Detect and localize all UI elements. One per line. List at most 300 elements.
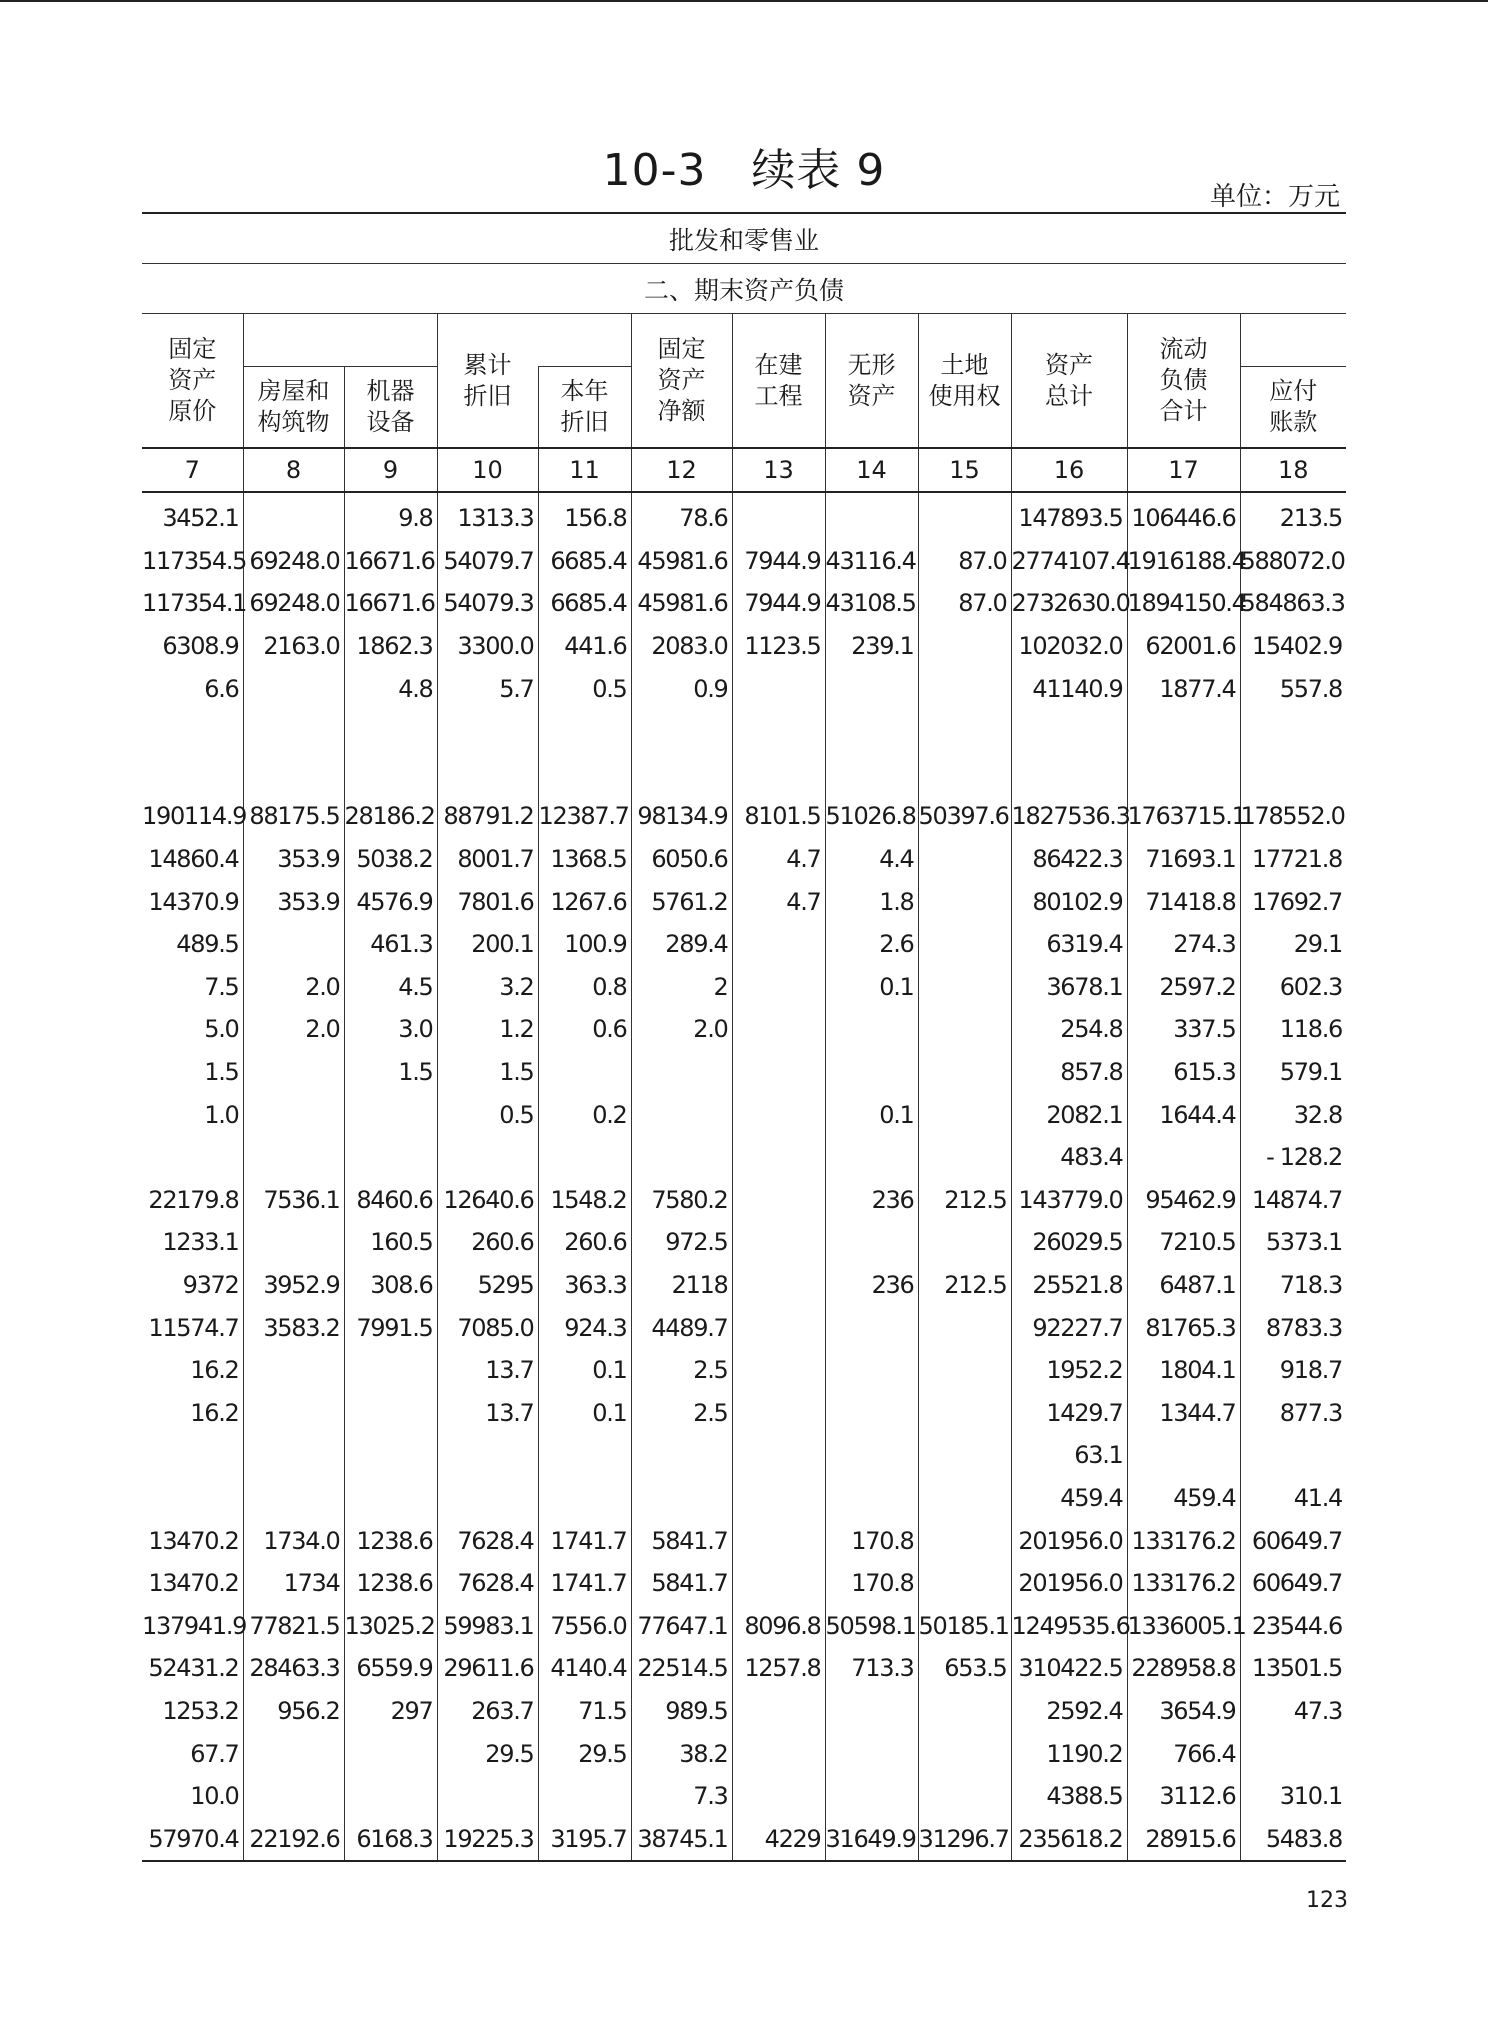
table-cell: 1548.2 <box>538 1179 631 1222</box>
table-cell <box>732 1264 825 1307</box>
table-cell: 5483.8 <box>1240 1817 1346 1861</box>
table-cell: 19225.3 <box>437 1817 538 1861</box>
table-cell: 16.2 <box>190 1398 239 1427</box>
table-cell: 3.2 <box>437 966 538 1009</box>
table-cell: 28915.6 <box>1127 1817 1240 1861</box>
table-row <box>142 1051 1346 1094</box>
table-cell <box>538 1136 631 1179</box>
table-cell: 2.5 <box>631 1391 732 1434</box>
table-row <box>142 1306 1346 1349</box>
table-cell: 337.5 <box>1127 1008 1240 1051</box>
table-cell: 6685.4 <box>538 540 631 583</box>
table-cell <box>243 667 344 710</box>
table-cell: 459.4 <box>1127 1477 1240 1520</box>
table-row <box>142 838 1346 881</box>
table-cell <box>825 667 918 710</box>
table-cell: 989.5 <box>631 1690 732 1733</box>
table-cell <box>732 1179 825 1222</box>
table-cell <box>732 1093 825 1136</box>
table-cell: 7944.9 <box>732 540 825 583</box>
table-cell: 2774107.4 <box>1011 540 1127 583</box>
table-cell: 88791.2 <box>437 795 538 838</box>
table-cell <box>918 1775 1011 1818</box>
table-cell: 1741.7 <box>538 1562 631 1605</box>
table-cell: 353.9 <box>243 838 344 881</box>
table-cell: 4.4 <box>825 838 918 881</box>
table-cell: 10.0 <box>190 1782 239 1811</box>
table-cell <box>631 1093 732 1136</box>
table-cell: 4576.9 <box>344 880 437 923</box>
table-cell: 1238.6 <box>344 1519 437 1562</box>
table-cell: 143779.0 <box>1011 1179 1127 1222</box>
table-cell: 22514.5 <box>631 1647 732 1690</box>
table-cell: 4229 <box>732 1817 825 1861</box>
table-cell: 310.1 <box>1240 1775 1346 1818</box>
col-number: 12 <box>631 448 732 492</box>
table-cell: 1916188.4 <box>1127 540 1240 583</box>
table-cell: 190114.9 <box>142 802 247 831</box>
table-cell <box>344 1732 437 1775</box>
header-machinery: 机器 设备 <box>344 367 437 449</box>
table-cell <box>437 1434 538 1477</box>
table-cell: 29.1 <box>1240 923 1346 966</box>
table-cell <box>1127 753 1240 796</box>
table-cell: 2 <box>631 966 732 1009</box>
col-number: 16 <box>1011 448 1127 492</box>
subsection-title: 二、期末资产负债 <box>142 264 1346 314</box>
table-cell: - 128.2 <box>1240 1136 1346 1179</box>
table-cell: 2597.2 <box>1127 966 1240 1009</box>
table-cell <box>732 667 825 710</box>
table-cell <box>918 1391 1011 1434</box>
table-cell <box>732 1008 825 1051</box>
table-cell: 1644.4 <box>1127 1093 1240 1136</box>
table-cell <box>825 1775 918 1818</box>
table-cell: 254.8 <box>1011 1008 1127 1051</box>
table-cell <box>243 1775 344 1818</box>
table-cell: 4388.5 <box>1011 1775 1127 1818</box>
table-cell: 0.1 <box>538 1349 631 1392</box>
col-number: 17 <box>1127 448 1240 492</box>
table-cell: 2163.0 <box>243 625 344 668</box>
table-cell: 239.1 <box>825 625 918 668</box>
table-cell: 0.8 <box>538 966 631 1009</box>
table-cell <box>918 1093 1011 1136</box>
table-cell: 69248.0 <box>243 540 344 583</box>
table-cell: 1429.7 <box>1011 1391 1127 1434</box>
table-cell: 13501.5 <box>1240 1647 1346 1690</box>
unit-label: 单位：万元 <box>1209 182 1340 212</box>
table-cell: 459.4 <box>1011 1477 1127 1520</box>
header-total-assets: 资产 总计 <box>1011 314 1127 449</box>
table-cell: 483.4 <box>1011 1136 1127 1179</box>
table-cell <box>1127 1136 1240 1179</box>
table-cell: 6559.9 <box>344 1647 437 1690</box>
table-row <box>142 966 1346 1009</box>
table-cell: 461.3 <box>344 923 437 966</box>
table-row <box>142 1817 1346 1861</box>
table-cell <box>631 1136 732 1179</box>
table-cell: 26029.5 <box>1011 1221 1127 1264</box>
table-row <box>142 1179 1346 1222</box>
table-cell: 4.5 <box>344 966 437 1009</box>
table-cell: 117354.1 <box>142 589 247 618</box>
table-cell: 170.8 <box>825 1519 918 1562</box>
table-cell: 877.3 <box>1240 1391 1346 1434</box>
table-cell: 7.5 <box>204 972 239 1001</box>
table-cell <box>825 1051 918 1094</box>
table-cell <box>243 492 344 540</box>
table-cell: 602.3 <box>1240 966 1346 1009</box>
table-cell <box>732 1349 825 1392</box>
table-cell <box>437 1477 538 1520</box>
data-table-container <box>142 212 1346 1862</box>
table-cell: 71.5 <box>538 1690 631 1733</box>
table-row <box>142 582 1346 625</box>
table-cell <box>1240 710 1346 753</box>
table-cell: 0.5 <box>437 1093 538 1136</box>
table-cell: 297 <box>344 1690 437 1733</box>
table-cell: 8001.7 <box>437 838 538 881</box>
table-cell <box>344 710 437 753</box>
table-cell: 17721.8 <box>1240 838 1346 881</box>
table-cell: 3678.1 <box>1011 966 1127 1009</box>
table-cell: 201956.0 <box>1011 1519 1127 1562</box>
table-cell <box>732 1477 825 1520</box>
table-cell <box>732 1775 825 1818</box>
table-cell: 4.8 <box>344 667 437 710</box>
table-row <box>142 923 1346 966</box>
col-number: 14 <box>825 448 918 492</box>
table-cell: 16671.6 <box>344 582 437 625</box>
table-cell: 1.8 <box>825 880 918 923</box>
table-cell: 1233.1 <box>162 1228 239 1257</box>
table-cell: 3583.2 <box>243 1306 344 1349</box>
table-cell <box>825 1690 918 1733</box>
table-cell: 98134.9 <box>631 795 732 838</box>
table-cell: 0.1 <box>825 1093 918 1136</box>
table-cell: 4.7 <box>732 880 825 923</box>
table-cell: 260.6 <box>538 1221 631 1264</box>
table-cell: 213.5 <box>1240 492 1346 540</box>
table-cell <box>142 1434 243 1477</box>
table-cell: 23544.6 <box>1240 1604 1346 1647</box>
table-cell <box>243 1136 344 1179</box>
table-cell <box>825 1306 918 1349</box>
table-cell: 3654.9 <box>1127 1690 1240 1733</box>
table-row <box>142 1519 1346 1562</box>
table-row <box>142 1562 1346 1605</box>
table-cell: 972.5 <box>631 1221 732 1264</box>
table-cell: 118.6 <box>1240 1008 1346 1051</box>
table-cell: 0.5 <box>538 667 631 710</box>
table-cell <box>344 1136 437 1179</box>
table-cell: 8096.8 <box>732 1604 825 1647</box>
table-cell: 43108.5 <box>825 582 918 625</box>
table-cell: 1313.3 <box>437 492 538 540</box>
table-cell: 5295 <box>437 1264 538 1307</box>
table-cell: 1.5 <box>204 1058 239 1087</box>
table-cell: 11574.7 <box>148 1313 239 1342</box>
table-cell <box>732 1391 825 1434</box>
col-number: 7 <box>142 448 243 492</box>
table-cell <box>825 492 918 540</box>
table-row <box>142 1434 1346 1477</box>
table-cell: 1.0 <box>204 1100 239 1129</box>
table-cell: 71693.1 <box>1127 838 1240 881</box>
table-cell: 69248.0 <box>243 582 344 625</box>
table-cell: 1238.6 <box>344 1562 437 1605</box>
header-annual-depreciation: 本年 折旧 <box>538 367 631 449</box>
table-cell: 3195.7 <box>538 1817 631 1861</box>
table-row <box>142 1604 1346 1647</box>
table-cell <box>732 1051 825 1094</box>
table-cell: 1190.2 <box>1011 1732 1127 1775</box>
col-number: 11 <box>538 448 631 492</box>
table-cell: 1368.5 <box>538 838 631 881</box>
table-cell: 5761.2 <box>631 880 732 923</box>
table-cell <box>918 1562 1011 1605</box>
table-cell: 489.5 <box>176 930 239 959</box>
table-cell: 2.0 <box>631 1008 732 1051</box>
table-cell: 156.8 <box>538 492 631 540</box>
table-cell: 2118 <box>631 1264 732 1307</box>
table-cell: 133176.2 <box>1127 1562 1240 1605</box>
table-cell: 0.1 <box>825 966 918 1009</box>
table-cell: 6319.4 <box>1011 923 1127 966</box>
table-cell: 200.1 <box>437 923 538 966</box>
col-number: 10 <box>437 448 538 492</box>
table-row <box>142 1391 1346 1434</box>
table-cell: 50185.1 <box>918 1604 1011 1647</box>
table-cell: 7628.4 <box>437 1562 538 1605</box>
table-cell: 78.6 <box>631 492 732 540</box>
table-cell <box>243 710 344 753</box>
table-cell <box>732 1306 825 1349</box>
table-cell: 1734.0 <box>243 1519 344 1562</box>
table-cell: 956.2 <box>243 1690 344 1733</box>
table-cell <box>1240 753 1346 796</box>
table-row <box>142 1008 1346 1051</box>
table-row <box>142 667 1346 710</box>
header-construction: 在建 工程 <box>732 314 825 449</box>
table-cell <box>918 1051 1011 1094</box>
table-cell: 1.2 <box>437 1008 538 1051</box>
table-cell: 1249535.6 <box>1011 1604 1127 1647</box>
table-cell <box>142 1477 243 1520</box>
table-cell <box>918 923 1011 966</box>
table-cell <box>918 1477 1011 1520</box>
table-cell: 588072.0 <box>1240 540 1346 583</box>
table-cell: 1894150.4 <box>1127 582 1240 625</box>
table-cell: 52431.2 <box>148 1654 239 1683</box>
table-cell: 7628.4 <box>437 1519 538 1562</box>
table-cell: 100.9 <box>538 923 631 966</box>
table-cell: 22192.6 <box>243 1817 344 1861</box>
table-body <box>142 492 1346 1861</box>
table-row <box>142 625 1346 668</box>
table-cell: 308.6 <box>344 1264 437 1307</box>
table-cell <box>344 1391 437 1434</box>
table-cell <box>918 1136 1011 1179</box>
table-cell <box>918 1732 1011 1775</box>
table-cell: 160.5 <box>344 1221 437 1264</box>
table-cell <box>825 1008 918 1051</box>
table-cell <box>918 492 1011 540</box>
table-cell <box>142 710 243 753</box>
table-cell <box>732 1690 825 1733</box>
section-title: 批发和零售业 <box>142 213 1346 264</box>
table-row <box>142 1264 1346 1307</box>
table-cell <box>538 1775 631 1818</box>
table-cell: 1763715.1 <box>1127 795 1240 838</box>
table-cell <box>437 1136 538 1179</box>
table-cell: 201956.0 <box>1011 1562 1127 1605</box>
table-cell: 50397.6 <box>918 795 1011 838</box>
table-cell: 713.3 <box>825 1647 918 1690</box>
table-cell: 88175.5 <box>243 795 344 838</box>
table-cell <box>344 753 437 796</box>
table-cell <box>1240 1732 1346 1775</box>
table-cell: 63.1 <box>1011 1434 1127 1477</box>
table-cell: 7556.0 <box>538 1604 631 1647</box>
table-cell: 2.0 <box>243 966 344 1009</box>
table-cell: 918.7 <box>1240 1349 1346 1392</box>
table-row <box>142 880 1346 923</box>
table-cell: 6050.6 <box>631 838 732 881</box>
table-cell: 0.1 <box>538 1391 631 1434</box>
table-row <box>142 1477 1346 1520</box>
table-cell: 77821.5 <box>243 1604 344 1647</box>
table-cell: 3452.1 <box>162 504 239 533</box>
table-cell <box>243 1391 344 1434</box>
table-cell: 50598.1 <box>825 1604 918 1647</box>
table-cell: 81765.3 <box>1127 1306 1240 1349</box>
table-cell: 41140.9 <box>1011 667 1127 710</box>
table-cell: 8101.5 <box>732 795 825 838</box>
table-cell: 1267.6 <box>538 880 631 923</box>
table-cell: 2.0 <box>243 1008 344 1051</box>
table-cell: 1827536.3 <box>1011 795 1127 838</box>
table-cell <box>918 966 1011 1009</box>
page-number: 123 <box>1306 1888 1348 1913</box>
table-cell: 22179.8 <box>148 1185 239 1214</box>
table-cell: 5841.7 <box>631 1562 732 1605</box>
table-cell <box>344 1093 437 1136</box>
table-cell: 62001.6 <box>1127 625 1240 668</box>
table-cell: 13.7 <box>437 1391 538 1434</box>
table-cell <box>344 1477 437 1520</box>
table-cell: 13025.2 <box>344 1604 437 1647</box>
header-depr-spacer <box>538 314 631 367</box>
table-cell <box>918 1519 1011 1562</box>
table-cell: 95462.9 <box>1127 1179 1240 1222</box>
table-cell: 1253.2 <box>162 1696 239 1725</box>
table-cell: 5.0 <box>204 1015 239 1044</box>
col-number: 13 <box>732 448 825 492</box>
table-cell: 236 <box>825 1179 918 1222</box>
table-cell <box>344 1349 437 1392</box>
table-row <box>142 1221 1346 1264</box>
table-cell <box>538 1477 631 1520</box>
table-cell: 16671.6 <box>344 540 437 583</box>
header-fixed-asset-net: 固定 资产 净额 <box>631 314 732 449</box>
table-cell <box>243 1349 344 1392</box>
col-number: 9 <box>344 448 437 492</box>
table-cell <box>437 753 538 796</box>
table-cell: 7210.5 <box>1127 1221 1240 1264</box>
table-cell <box>825 710 918 753</box>
table-cell: 178552.0 <box>1240 795 1346 838</box>
header-buildings: 房屋和 构筑物 <box>243 367 344 449</box>
table-cell: 54079.7 <box>437 540 538 583</box>
table-cell: 1952.2 <box>1011 1349 1127 1392</box>
table-cell: 5.7 <box>437 667 538 710</box>
table-cell: 1804.1 <box>1127 1349 1240 1392</box>
table-cell: 310422.5 <box>1011 1647 1127 1690</box>
table-cell: 29611.6 <box>437 1647 538 1690</box>
table-cell <box>918 710 1011 753</box>
table-cell: 31649.9 <box>825 1817 918 1861</box>
header-intangible: 无形 资产 <box>825 314 918 449</box>
table-cell: 117354.5 <box>142 546 247 575</box>
table-cell <box>918 1690 1011 1733</box>
table-cell <box>243 753 344 796</box>
table-cell: 7991.5 <box>344 1306 437 1349</box>
table-cell: 59983.1 <box>437 1604 538 1647</box>
table-cell <box>243 1434 344 1477</box>
table-cell: 71418.8 <box>1127 880 1240 923</box>
table-cell <box>631 1477 732 1520</box>
table-cell <box>437 1775 538 1818</box>
table-cell: 28186.2 <box>344 795 437 838</box>
table-row <box>142 492 1346 540</box>
table-cell: 133176.2 <box>1127 1519 1240 1562</box>
table-cell: 9372 <box>182 1270 239 1299</box>
table-cell <box>631 1434 732 1477</box>
table-cell: 615.3 <box>1127 1051 1240 1094</box>
table-cell: 9.8 <box>344 492 437 540</box>
page-top-border <box>0 0 1488 2</box>
table-cell: 12387.7 <box>538 795 631 838</box>
table-cell: 54079.3 <box>437 582 538 625</box>
table-cell <box>732 1434 825 1477</box>
table-cell: 45981.6 <box>631 540 732 583</box>
table-cell <box>918 838 1011 881</box>
table-cell: 2592.4 <box>1011 1690 1127 1733</box>
table-cell <box>825 1391 918 1434</box>
header-fixed-asset-original: 固定 资产 原价 <box>168 335 217 425</box>
table-cell <box>243 1477 344 1520</box>
table-cell: 43116.4 <box>825 540 918 583</box>
table-cell: 60649.7 <box>1240 1519 1346 1562</box>
table-cell: 3952.9 <box>243 1264 344 1307</box>
table-cell: 3300.0 <box>437 625 538 668</box>
table-cell: 8460.6 <box>344 1179 437 1222</box>
table-cell <box>243 1093 344 1136</box>
table-cell: 16.2 <box>190 1356 239 1385</box>
table-cell: 4489.7 <box>631 1306 732 1349</box>
table-cell <box>825 753 918 796</box>
table-cell: 228958.8 <box>1127 1647 1240 1690</box>
table-cell: 4.7 <box>732 838 825 881</box>
table-cell: 31296.7 <box>918 1817 1011 1861</box>
table-cell: 32.8 <box>1240 1093 1346 1136</box>
table-cell: 718.3 <box>1240 1264 1346 1307</box>
table-cell <box>825 1349 918 1392</box>
table-cell <box>631 1051 732 1094</box>
table-cell: 289.4 <box>631 923 732 966</box>
